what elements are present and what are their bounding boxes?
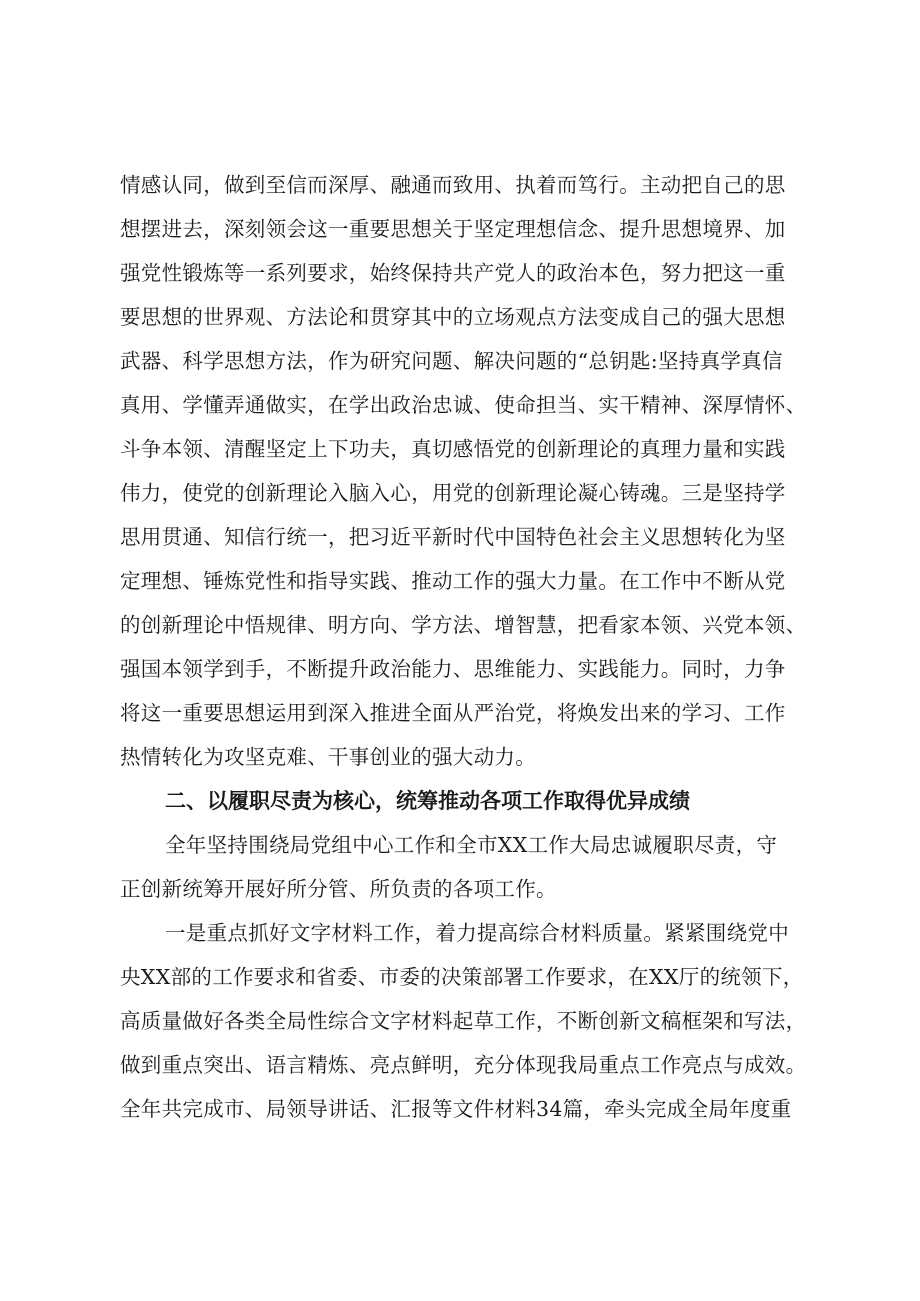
text-line: 定理想、锤炼党性和指导实践、推动工作的强大力量。在工作中不断从党 [120,569,786,593]
text-line: 做到重点突出、语言精炼、亮点鲜明，充分体现我局重点工作亮点与成效。 [120,1053,807,1077]
text-line: 正创新统筹开展好所分管、所负责的各项工作。 [120,877,557,901]
text-line: 高质量做好各类全局性综合文字材料起草工作，不断创新文稿框架和写法， [120,1009,807,1033]
text-line: 央XX部的工作要求和省委、市委的决策部署工作要求，在XX厅的统领下， [120,965,804,989]
text-line: 要思想的世界观、方法论和贯穿其中的立场观点方法变成自己的强大思想 [120,305,786,329]
text-line: 想摆进去，深刻领会这一重要思想关于坚定理想信念、提升思想境界、加 [120,217,786,241]
text-line: 热情转化为攻坚克难、干事创业的强大动力。 [120,745,536,769]
text-line: 的创新理论中悟规律、明方向、学方法、增智慧，把看家本领、兴党本领、 [120,613,807,637]
text-line: 思用贯通、知信行统一，把习近平新时代中国特色社会主义思想转化为坚 [120,525,786,549]
text-line: 伟力，使党的创新理论入脑入心，用党的创新理论凝心铸魂。三是坚持学 [120,481,786,505]
text-line: 斗争本领、清醒坚定上下功夫，真切感悟党的创新理论的真理力量和实践 [120,437,786,461]
text-line: 真用、学懂弄通做实，在学出政治忠诚、使命担当、实干精神、深厚情怀、 [120,393,807,417]
section-heading: 二、以履职尽责为核心，统筹推动各项工作取得优异成绩 [165,789,690,813]
text-line: 情感认同，做到至信而深厚、融通而致用、执着而笃行。主动把自己的思 [120,173,786,197]
text-line: 一是重点抓好文字材料工作，着力提高综合材料质量。紧紧围绕党中 [165,921,789,945]
text-line: 全年坚持围绕局党组中心工作和全市XX工作大局忠诚履职尽责，守 [165,833,778,857]
text-line: 武器、科学思想方法，作为研究问题、解决问题的“总钥匙:坚持真学真信 [120,349,783,373]
text-line: 强党性锻炼等一系列要求，始终保持共产党人的政治本色，努力把这一重 [120,261,786,285]
text-line: 将这一重要思想运用到深入推进全面从严治党，将焕发出来的学习、工作 [120,701,786,725]
text-line: 全年共完成市、局领导讲话、汇报等文件材料34篇，牵头完成全局年度重 [120,1097,792,1121]
text-line: 强国本领学到手，不断提升政治能力、思维能力、实践能力。同时，力争 [120,657,786,681]
